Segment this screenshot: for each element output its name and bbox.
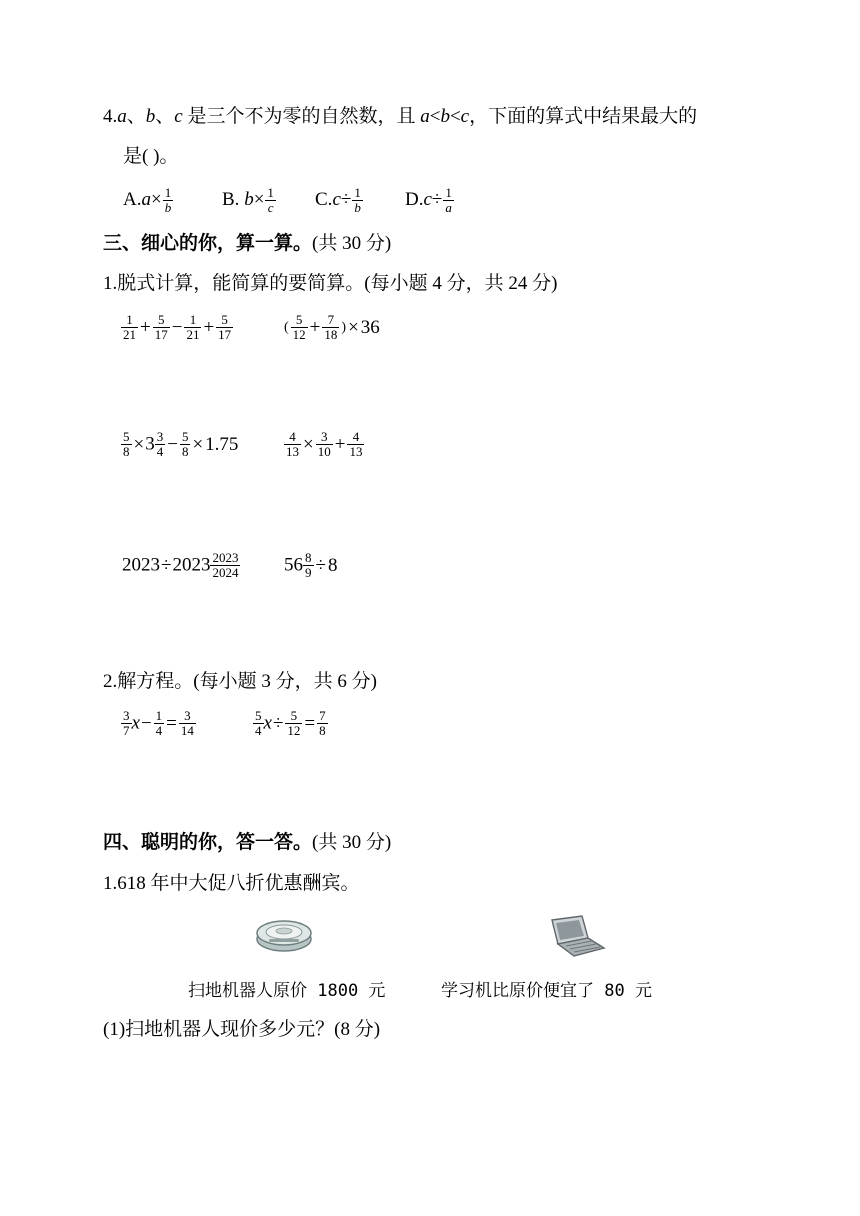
fraction: $\frac{3}{14}$ [180, 708, 194, 738]
fraction: $\frac{1}{4}$ [155, 708, 163, 738]
section3-part1-title: 1.脱式计算，能简算的要简算。(每小题 4 分，共 24 分) [103, 273, 558, 294]
section3-part2-title: 2.解方程。(每小题 3 分，共 6 分) [103, 671, 377, 692]
fraction: $\frac{5}{8}$ [123, 429, 130, 459]
fraction: $\frac{1}{b}$ [354, 185, 361, 215]
q4-stem-line2: 是( )。 [123, 146, 179, 167]
fraction: $\frac{1}{c}$ [267, 185, 274, 215]
laptop-icon [548, 914, 606, 958]
fraction: $\frac{5}{4}$ [255, 708, 262, 738]
calc-expression-4: $\frac{4}{13}$ × $\frac{3}{10}$ + $\frac{4}{13}$ [286, 429, 363, 459]
q4-option-c: C.c÷ $\frac{1}{b}$ [315, 185, 361, 215]
fraction: $\frac{3}{7}$ [123, 708, 130, 738]
fraction: $\frac{3}{10}$ [317, 429, 331, 459]
fraction: $\frac{5}{12}$ [292, 312, 306, 342]
q4-option-a: A.a× $\frac{1}{b}$ [123, 185, 172, 215]
calc-expression-3: $\frac{5}{8}$ ×3 $\frac{3}{4}$ − $\frac{5}{8}$ × 1.75 [123, 429, 239, 459]
fraction: $\frac{4}{13}$ [349, 429, 363, 459]
fraction: $\frac{1}{b}$ [164, 185, 172, 215]
fraction: $\frac{5}{17}$ [218, 312, 232, 342]
equation-2: $\frac{5}{4}$ x÷ $\frac{5}{12}$ = $\frac{7}{8}$ [255, 708, 326, 738]
question-1-subpart-1: (1)扫地机器人现价多少元？(8 分) [103, 1019, 381, 1040]
laptop-caption: 学习机比原价便宜了 80 元 [441, 981, 652, 1001]
fraction: $\frac{5}{12}$ [287, 708, 301, 738]
fraction: $\frac{2023}{2024}$ [212, 550, 239, 580]
fraction: $\frac{1}{a}$ [445, 185, 452, 215]
fraction: $\frac{5}{17}$ [154, 312, 168, 342]
calc-expression-5: 2023÷2023 $\frac{2023}{2024}$ [122, 550, 239, 580]
q4-option-d: D.c÷ $\frac{1}{a}$ [405, 185, 452, 215]
fraction: $\frac{4}{13}$ [286, 429, 299, 459]
robot-caption: 扫地机器人原价 1800 元 [188, 981, 386, 1001]
robot-vacuum-icon [255, 912, 313, 954]
section4-title: 四、聪明的你，答一答。(共 30 分) [103, 832, 392, 853]
section3-title: 三、细心的你，算一算。(共 30 分) [103, 233, 392, 254]
fraction: $\frac{8}{9}$ [305, 550, 312, 580]
fraction: $\frac{7}{8}$ [319, 708, 326, 738]
section4-part1-title: 1.618 年中大促八折优惠酬宾。 [103, 873, 360, 894]
fraction: $\frac{5}{8}$ [181, 429, 189, 459]
q4-option-b: B. b× $\frac{1}{c}$ [222, 185, 274, 215]
calc-expression-2: ( $\frac{5}{12}$ + $\frac{7}{18}$ ) × 36 [284, 312, 380, 342]
calc-expression-6: 56 $\frac{8}{9}$ ÷ 8 [284, 550, 338, 580]
calc-expression-1: $\frac{1}{21}$ + $\frac{5}{17}$ − $\frac{1}{21}$ + $\frac{5}{17}$ [123, 312, 232, 342]
q4-stem-line1: 4.a、b、c 是三个不为零的自然数，且 a<b<c，下面的算式中结果最大的 [103, 106, 698, 127]
equation-1: $\frac{3}{7}$ x− $\frac{1}{4}$ = $\frac{3}{14}$ [123, 708, 194, 738]
fraction: $\frac{1}{21}$ [123, 312, 136, 342]
fraction: $\frac{3}{4}$ [156, 429, 164, 459]
fraction: $\frac{7}{18}$ [324, 312, 338, 342]
fraction: $\frac{1}{21}$ [186, 312, 200, 342]
